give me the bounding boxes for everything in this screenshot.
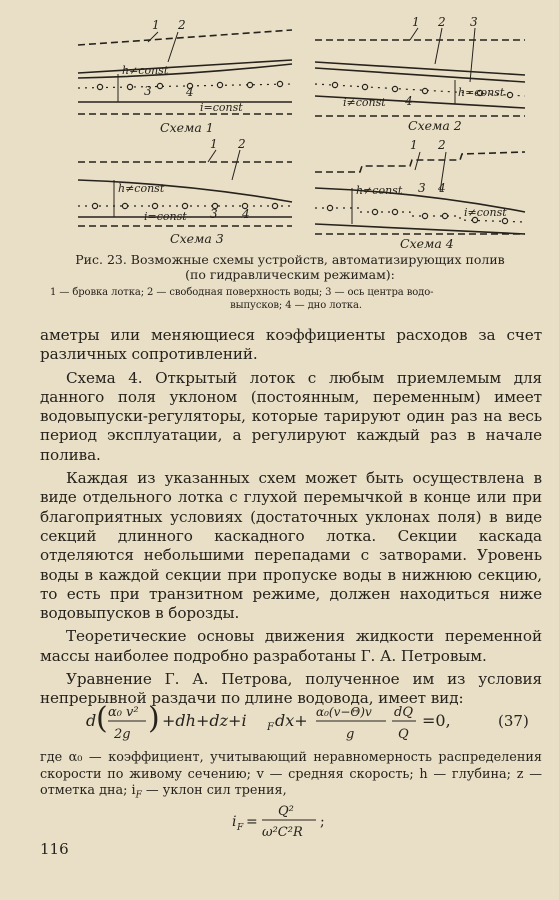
equation-37 [86,698,546,748]
fig2-label-i: i≠const [343,96,386,109]
fig3-label-h: h≠const [118,182,165,195]
eq-v2: v² [126,705,139,720]
equation-explanation [40,750,542,804]
fig4-label-h: h≠const [356,184,403,197]
equation-number: (37) [498,712,529,730]
eq-q: Q [398,727,409,742]
scheme-3-label: Схема 3 [170,231,224,246]
where-sub-f: F [135,790,142,801]
eq2-lhs: i [232,814,237,830]
fig2-label-3: 3 [470,15,478,29]
legend-line-2: выпусков; 4 — дно лотка. [230,300,362,311]
eq-rest1: +dh+dz+i [162,711,247,730]
eq-dq: dQ [394,705,413,720]
fig3-label-1: 1 [210,137,218,151]
eq2-sub: F [237,823,244,833]
fig3-label-3: 3 [210,207,218,221]
paragraph-4: Теоретические основы движения жидкости переменной массы наиболее подробно разработаны Г. А. Петровым. [40,627,542,665]
paragraph-1: аметры или меняющиеся коэффициенты расходов за счет различных сопротивлений. [40,326,542,364]
eq-sub-f: F [267,722,274,733]
eq2-tail: ; [320,814,325,830]
body-text [40,326,542,709]
eq2-den: ω²C²R [262,825,303,840]
where-line-1: где α₀ — коэффициент, учитывающий неравномерность распределения скорости по живому сечению; v — средняя скорость; h — глубина; z — отметка дна; i [40,750,542,798]
fig1-label-4: 4 [186,85,194,99]
page-number: 116 [40,840,69,858]
fig2-label-4: 4 [405,94,413,108]
fig2-label-2: 2 [438,15,446,29]
fig4-label-1: 1 [410,138,418,152]
paragraph-5: Уравнение Г. А. Петрова, полученное им из условия непрерывной раздачи по длине водовода, имеет вид: [40,670,542,708]
eq-den2: g [346,727,355,742]
figure-legend [50,286,542,312]
caption-line-1: Рис. 23. Возможные схемы устройств, автоматизирующих полив [75,252,505,267]
caption-line-2: (по гидравлическим режимам): [185,267,395,282]
fig1-label-3: 3 [144,84,152,98]
eq-rest2: dx+ [275,711,308,730]
svg-text:(: ( [96,701,108,736]
svg-text:): ) [148,701,160,736]
scheme-1-label: Схема 1 [160,120,214,135]
eq2-num: Q² [278,804,294,819]
fig1-label-2: 2 [178,18,186,32]
where-line-1b: — уклон сил трения, [141,783,287,798]
fig1-label-i: i=const [200,101,243,114]
eq-num2: α₀(v−Θ)v [316,705,372,719]
fig3-label-2: 2 [238,137,246,151]
fig4-label-i: i≠const [464,206,507,219]
fig2-label-h: h=const [458,86,505,99]
svg-text:=: = [246,814,258,830]
fig4-label-2: 2 [438,138,446,152]
fig1-label-1: 1 [152,18,160,32]
fig2-label-1: 1 [412,15,420,29]
scheme-2-label: Схема 2 [408,118,462,133]
fig1-label-h: h≠const [122,64,169,77]
figure-schemes [60,12,530,250]
svg-text:d: d [86,711,97,730]
legend-line-1: 1 — бровка лотка; 2 — свободная поверхность воды; 3 — ось центра водо- [50,287,434,298]
eq-2g: 2g [114,727,131,742]
fig3-label-4: 4 [242,207,250,221]
paragraph-3: Каждая из указанных схем может быть осуществлена в виде отдельного лотка с глухой перемычкой в конце или при благоприятных условиях (достаточных уклонах поля) в виде секций длинного каскадного лотка. Секции каскада отделяются небольшими перепадами с затворами. Уровень воды в каждой секции при пропуске воды в нижнюю секцию, то есть при транзитном режиме, должен находиться ниже водовыпусков в борозды. [40,469,542,623]
fig4-label-3: 3 [418,181,426,195]
scheme-4-label: Схема 4 [400,236,454,250]
eq-alpha0: α₀ [108,705,122,720]
fig3-label-i: i=const [144,210,187,223]
fig4-label-4: 4 [438,181,446,195]
paragraph-2: Схема 4. Открытый лоток с любым приемлемым для данного поля уклоном (постоянным, переменным) имеет водовыпуски-регуляторы, которые тарируют один раз на весь период эксплуатации, а регулируют каждый раз в начале полива. [40,368,542,464]
equation-friction [232,800,382,848]
eq-tail: =0, [422,711,451,730]
figure-caption [40,252,540,282]
